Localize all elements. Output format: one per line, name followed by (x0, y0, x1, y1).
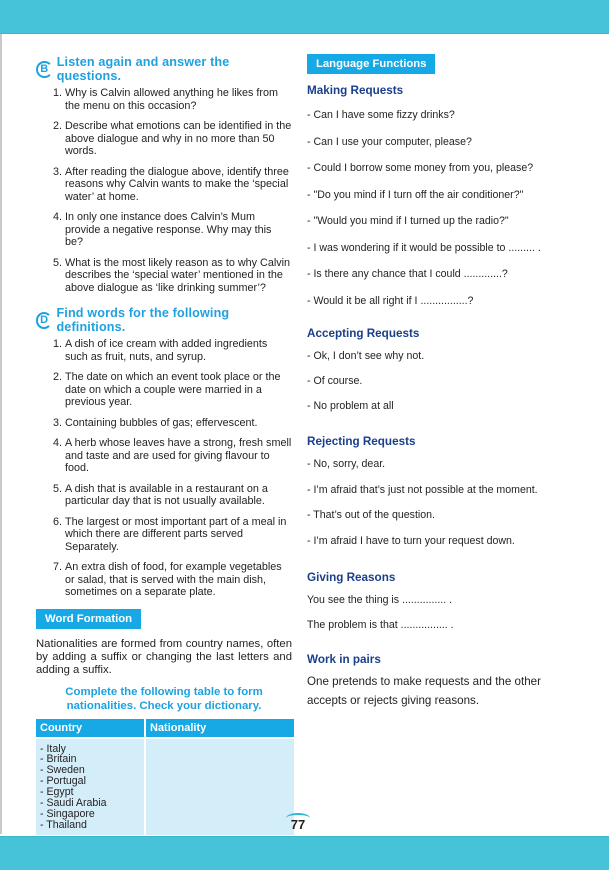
phrase-item: - That’s out of the question. (307, 509, 435, 521)
nationality-table (36, 719, 296, 835)
language-functions-title: Language Functions (307, 54, 435, 74)
instruction-line: Complete the following table to form (65, 685, 263, 698)
phrase-item: - "Would you mind if I turned up the radio?" (307, 215, 509, 227)
page-number: 77 (290, 817, 306, 832)
question-text: Describe what emotions can be identified in the above dialogue and why in no more than 50 words. (65, 120, 292, 157)
phrase-item: - I’m afraid I have to turn your request down. (307, 534, 515, 547)
definition-item (53, 417, 292, 430)
question-number: 4. (53, 211, 63, 223)
rejecting-requests-list (307, 458, 572, 560)
country-item: - Singapore (40, 807, 95, 820)
right-column (307, 52, 572, 710)
phrase-item: - Is there any chance that I could .............? (307, 268, 508, 280)
word-formation-title: Word Formation (36, 609, 141, 629)
phrase-item: - Would it be all right if I ................? (307, 294, 474, 307)
definition-item (53, 483, 292, 508)
section-b-heading (36, 55, 292, 83)
phrase-item: - I’m afraid that’s just not possible at the moment. (307, 483, 538, 496)
section-d-definitions (36, 338, 292, 599)
section-d-badge-icon: D (36, 312, 52, 329)
question-number: 3. (53, 165, 63, 178)
question-item (53, 211, 292, 249)
question-item (53, 87, 292, 112)
definition-number: 5. (53, 482, 63, 495)
country-item: - Britain (40, 753, 77, 766)
phrase-item: - No, sorry, dear. (307, 458, 386, 470)
table-row (36, 738, 295, 835)
bottom-footer-band (0, 836, 609, 870)
phrase-item: - I was wondering if it would be possible to ......... . (307, 241, 541, 254)
work-in-pairs-heading: Work in pairs (307, 653, 381, 666)
question-text: After reading the dialogue above, identify three reasons why Calvin wants to make the ‘special water’ at home. (65, 165, 289, 203)
question-text: In only one instance does Calvin’s Mum provide a negative response. Why may this be? (65, 211, 272, 248)
making-requests-list (307, 109, 572, 321)
country-item: - Portugal (40, 775, 86, 788)
section-b-badge-icon: B (36, 61, 53, 78)
phrase-item: - Can I have some fizzy drinks? (307, 109, 455, 121)
country-item: - Thailand (40, 818, 87, 831)
definition-number: 1. (53, 338, 63, 350)
question-item (53, 120, 292, 158)
question-text: Why is Calvin allowed anything he likes from the menu on this occasion? (65, 87, 279, 112)
definition-text: A dish that is available in a restaurant on a particular day that is not usually available. (65, 482, 268, 507)
column-header-nationality: Nationality (145, 719, 295, 738)
country-item: - Egypt (40, 786, 74, 799)
column-header-country: Country (36, 719, 145, 738)
section-b-questions (36, 87, 292, 294)
definition-number: 7. (53, 561, 63, 573)
phrase-item: - Ok, I don’t see why not. (307, 350, 425, 362)
country-item: - Saudi Arabia (40, 797, 107, 810)
phrase-item: - Of course. (307, 375, 363, 387)
country-item: - Italy (40, 742, 66, 755)
giving-reasons-heading: Giving Reasons (307, 571, 396, 584)
definition-text: A dish of ice cream with added ingredients such as fruit, nuts, and syrup. (65, 338, 268, 363)
phrase-item: The problem is that ................ . (307, 619, 454, 631)
word-formation-section (36, 607, 292, 835)
rejecting-requests-heading: Rejecting Requests (307, 435, 416, 448)
definition-number: 4. (53, 437, 63, 449)
definition-item (53, 371, 292, 409)
definition-number: 6. (53, 515, 63, 528)
definition-item (53, 516, 292, 554)
definition-text: The largest or most important part of a meal in which there are different parts served Separately. (65, 515, 287, 553)
question-item (53, 257, 292, 295)
definition-item (53, 338, 292, 363)
page-left-edge (0, 34, 2, 834)
accepting-requests-list (307, 350, 572, 425)
question-text: What is the most likely reason as to why Calvin describes the ‘special water’ mentioned in the above dialogue as ‘like drinking summer’? (65, 256, 291, 294)
word-formation-instruction (36, 685, 292, 713)
phrase-item: - Could I borrow some money from you, please? (307, 162, 534, 174)
phrase-item: You see the thing is ............... . (307, 594, 453, 606)
section-d-title: Find words for the following definitions. (56, 306, 230, 334)
making-requests-heading: Making Requests (307, 84, 404, 97)
definition-number: 2. (53, 371, 63, 383)
phrase-item: - No problem at all (307, 400, 394, 412)
definition-text: The date on which an event took place or the date on which a couple were married in a previous year. (65, 371, 281, 408)
definition-text: A herb whose leaves have a strong, fresh smell and taste and are used for giving flavour to food. (65, 437, 292, 474)
definition-text: An extra dish of food, for example vegetables or salad, that is served with the main dish, sometimes on a separate plate. (65, 561, 282, 598)
word-formation-intro: Nationalities are formed from country names, often by adding a suffix or changing the last letters and adding a suffix. (36, 637, 292, 676)
section-d-heading (36, 306, 292, 334)
giving-reasons-list (307, 594, 572, 644)
question-number: 2. (53, 120, 63, 132)
section-b-title: Listen again and answer the questions. (56, 55, 230, 83)
question-item (53, 166, 292, 204)
definition-item (53, 437, 292, 475)
top-header-band (0, 0, 609, 34)
country-list-cell (36, 738, 145, 835)
instruction-line: nationalities. Check your dictionary. (66, 699, 262, 712)
definition-item (53, 561, 292, 599)
work-in-pairs-text: One pretends to make requests and the other accepts or rejects giving reasons. (307, 675, 541, 707)
left-column (36, 55, 292, 835)
phrase-item: - "Do you mind if I turn off the air conditioner?" (307, 188, 524, 201)
question-number: 5. (53, 256, 63, 269)
phrase-item: - Can I use your computer, please? (307, 135, 472, 148)
question-number: 1. (53, 87, 63, 99)
country-item: - Sweden (40, 764, 85, 777)
definition-number: 3. (53, 416, 63, 429)
nationality-answer-cell[interactable] (145, 738, 295, 835)
definition-text: Containing bubbles of gas; effervescent. (65, 416, 258, 429)
accepting-requests-heading: Accepting Requests (307, 327, 420, 340)
